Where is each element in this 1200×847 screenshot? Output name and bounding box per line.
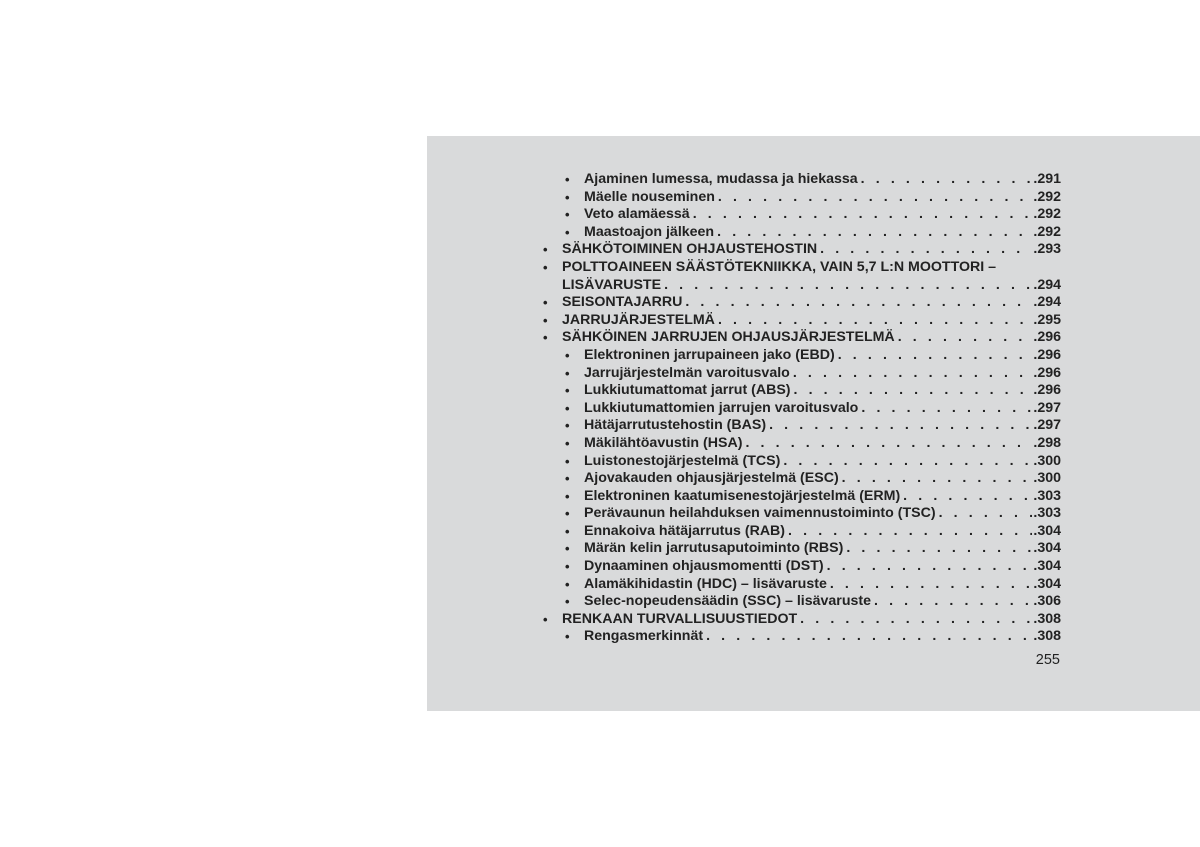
dot-leader (718, 189, 1033, 207)
toc-entry-page: .308 (1033, 628, 1061, 645)
toc-entry-page: .298 (1033, 434, 1061, 451)
toc-entry-page: .293 (1033, 241, 1061, 258)
toc-entry-title: JARRUJÄRJESTELMÄ (562, 311, 715, 328)
dot-leader (861, 171, 1033, 189)
toc-entry (533, 171, 1061, 189)
toc-entry-page: .303 (1033, 487, 1061, 504)
bullet-icon: • (565, 347, 570, 363)
toc-entry-page: .294 (1033, 294, 1061, 311)
dot-leader (793, 365, 1033, 383)
toc-entry-page: .304 (1033, 558, 1061, 575)
toc-entry-title: Alamäkihidastin (HDC) – lisävaruste (584, 575, 827, 592)
bullet-icon: • (565, 383, 570, 399)
dot-leader (838, 347, 1033, 365)
toc-entry-title: LISÄVARUSTE (562, 276, 662, 293)
toc-entry (533, 523, 1061, 541)
toc-entry-page: .294 (1033, 276, 1061, 293)
dot-leader (820, 241, 1032, 259)
dot-leader (685, 294, 1032, 312)
bullet-icon: • (565, 488, 570, 504)
toc-entry-title: Ajaminen lumessa, mudassa ja hiekassa (584, 171, 858, 187)
bullet-icon: • (565, 541, 570, 557)
toc-entry-title: Märän kelin jarrutusaputoiminto (RBS) (584, 540, 844, 557)
toc-entry-title: Veto alamäessä (584, 206, 690, 223)
toc-entry (533, 453, 1061, 471)
toc-entry-page: .296 (1033, 346, 1061, 363)
toc-entry (533, 611, 1061, 629)
toc-entry (533, 224, 1061, 242)
toc-entry-page: .292 (1033, 206, 1061, 223)
toc-entry-title: Ennakoiva hätäjarrutus (RAB) (584, 522, 786, 539)
toc-entry (533, 505, 1061, 523)
toc-entry (533, 382, 1061, 400)
toc-entry-title: Rengasmerkinnät (584, 628, 704, 645)
toc-entry-page: .292 (1033, 223, 1061, 240)
toc-entry-title: Perävaunun heilahduksen vaimennustoiminto (TSC) (584, 505, 936, 522)
toc-entry-title: Selec-nopeudensäädin (SSC) – lisävaruste (584, 593, 871, 610)
toc-entry-page: .295 (1033, 311, 1061, 328)
toc-entry-title: Elektroninen kaatumisenestojärjestelmä (ERM) (584, 487, 901, 504)
bullet-icon: • (565, 435, 570, 451)
bullet-icon: • (565, 207, 570, 223)
toc-entry-title: Mäkilähtöavustin (HSA) (584, 434, 743, 451)
toc-entry-page: .304 (1033, 540, 1061, 557)
toc-entry-page: .304 (1033, 575, 1061, 592)
toc-entry-title: Hätäjarrutustehostin (BAS) (584, 417, 767, 434)
bullet-icon: • (565, 471, 570, 487)
dot-leader (846, 540, 1032, 558)
toc-entry-title: Dynaaminen ohjausmomentti (DST) (584, 558, 824, 575)
table-of-contents (533, 171, 1061, 646)
toc-entry (533, 259, 1061, 277)
bullet-icon: • (565, 523, 570, 539)
bullet-icon: • (543, 259, 548, 275)
bullet-icon: • (565, 506, 570, 522)
bullet-icon: • (565, 400, 570, 416)
toc-entry-title: RENKAAN TURVALLISUUSTIEDOT (562, 610, 798, 627)
dot-leader (874, 593, 1032, 611)
toc-entry (533, 435, 1061, 453)
bullet-icon: • (565, 172, 570, 187)
toc-entry-title: Lukkiutumattomat jarrut (ABS) (584, 382, 791, 399)
dot-leader (903, 488, 1032, 506)
toc-entry (533, 365, 1061, 383)
toc-entry (533, 277, 1061, 295)
toc-entry-title: SEISONTAJARRU (562, 294, 683, 311)
bullet-icon: • (565, 224, 570, 240)
dot-leader (898, 329, 1033, 347)
toc-entry-title: SÄHKÖINEN JARRUJEN OHJAUSJÄRJESTELMÄ (562, 329, 895, 346)
toc-entry-page: .297 (1033, 417, 1061, 434)
bullet-icon: • (565, 594, 570, 610)
dot-leader (783, 453, 1032, 471)
toc-entry-page: .296 (1033, 329, 1061, 346)
bullet-icon: • (565, 189, 570, 205)
toc-entry (533, 540, 1061, 558)
toc-entry (533, 576, 1061, 594)
toc-entry-title: Luistonestojärjestelmä (TCS) (584, 452, 781, 469)
bullet-icon: • (565, 453, 570, 469)
toc-entry-title: Lukkiutumattomien jarrujen varoitusvalo (584, 399, 859, 416)
toc-entry-page: .306 (1033, 593, 1061, 610)
toc-entry-page: .308 (1033, 610, 1061, 627)
toc-entry-page: .303 (1033, 505, 1061, 522)
dot-leader (788, 523, 1032, 541)
toc-entry (533, 294, 1061, 312)
toc-entry-title: Mäelle nouseminen (584, 188, 715, 205)
bullet-icon: • (565, 365, 570, 381)
toc-entry (533, 417, 1061, 435)
toc-entry-page: .296 (1033, 364, 1061, 381)
toc-entry (533, 347, 1061, 365)
toc-entry (533, 189, 1061, 207)
dot-leader (842, 470, 1033, 488)
toc-entry (533, 488, 1061, 506)
dot-leader (794, 382, 1033, 400)
toc-entry (533, 628, 1061, 646)
toc-entry-page: .297 (1033, 399, 1061, 416)
bullet-icon: • (565, 418, 570, 434)
toc-entry-title: SÄHKÖTOIMINEN OHJAUSTEHOSTIN (562, 241, 818, 258)
toc-entry (533, 329, 1061, 347)
toc-entry-page: .292 (1033, 188, 1061, 205)
toc-entry-page: .300 (1033, 452, 1061, 469)
toc-entry (533, 400, 1061, 418)
bullet-icon: • (543, 312, 548, 328)
dot-leader (717, 224, 1032, 242)
toc-entry (533, 206, 1061, 224)
bullet-icon: • (565, 576, 570, 592)
toc-entry (533, 558, 1061, 576)
dot-leader (706, 628, 1032, 646)
toc-entry-page: .291 (1033, 171, 1061, 187)
bullet-icon: • (565, 629, 570, 645)
toc-entry (533, 470, 1061, 488)
toc-entry (533, 593, 1061, 611)
bullet-icon: • (565, 559, 570, 575)
toc-entry-title: Elektroninen jarrupaineen jako (EBD) (584, 346, 835, 363)
toc-entry-title: POLTTOAINEEN SÄÄSTÖTEKNIIKKA, VAIN 5,7 L:N MOOTTORI – (562, 258, 997, 275)
toc-entry-title: Maastoajon jälkeen (584, 223, 715, 240)
dot-leader (830, 576, 1033, 594)
bullet-icon: • (543, 242, 548, 258)
dot-leader (693, 206, 1033, 224)
toc-entry-page: .296 (1033, 382, 1061, 399)
dot-leader (745, 435, 1032, 453)
toc-entry-page: .300 (1033, 470, 1061, 487)
page-number: 255 (1035, 652, 1060, 668)
toc-entry-page: .304 (1033, 522, 1061, 539)
dot-leader (827, 558, 1033, 576)
bullet-icon: • (543, 611, 548, 627)
dot-leader (769, 417, 1032, 435)
bullet-icon: • (543, 330, 548, 346)
toc-entry (533, 312, 1061, 330)
dot-leader (939, 505, 1033, 523)
toc-entry-title: Jarrujärjestelmän varoitusvalo (584, 364, 790, 381)
dot-leader (664, 277, 1032, 295)
dot-leader (800, 611, 1032, 629)
bullet-icon: • (543, 295, 548, 311)
dot-leader (718, 312, 1032, 330)
dot-leader (861, 400, 1032, 418)
toc-entry (533, 241, 1061, 259)
toc-entry-title: Ajovakauden ohjausjärjestelmä (ESC) (584, 470, 839, 487)
